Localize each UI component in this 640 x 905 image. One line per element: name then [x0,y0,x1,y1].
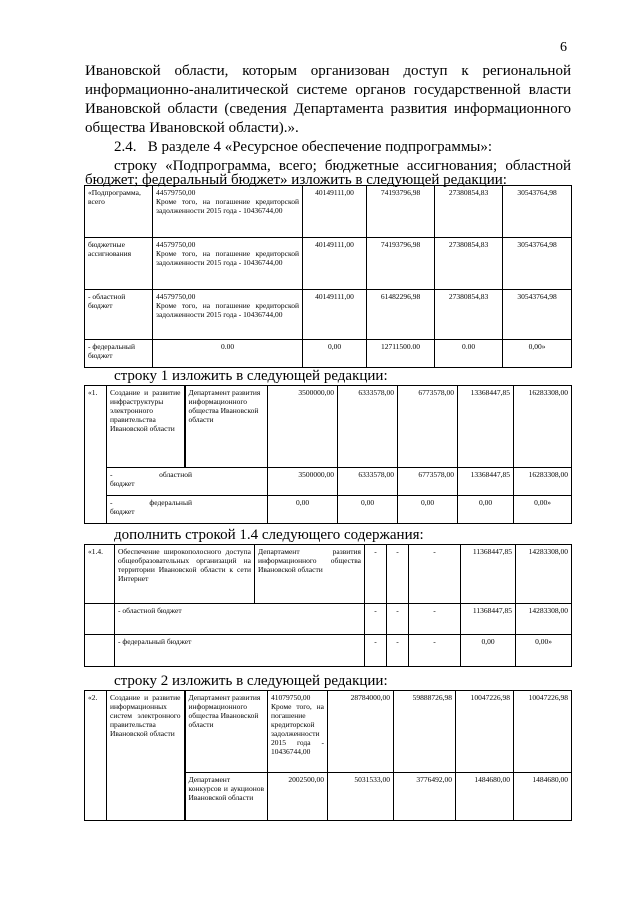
value-cell: 0,00 [458,496,514,524]
value-cell: 28784000,00 [328,691,394,773]
measure-name: Создание и развитие информационных систем электронного правительства Ивановской области [107,691,185,821]
empty-cell [85,604,115,635]
amount-cell: 44579750,00 Кроме того, на погашение кредиторской задолженности 2015 года - 10436744,00 [153,290,303,340]
value-cell: 0,00 [461,635,516,667]
value-cell: - [387,635,409,667]
value-cell: 30543764,98 [503,238,572,290]
row-label: - областной бюджет [107,468,268,496]
executor: Департамент конкурсов и аукционов Ивановской области [185,773,268,821]
value-cell: 30543764,98 [503,186,572,238]
row-number: «1.4. [85,545,115,604]
empty-cell [85,635,115,667]
value-cell: - [387,545,409,604]
executor: Департамент развития информационного общества Ивановской области [185,691,268,773]
value-cell: 59888726,98 [394,691,456,773]
value-cell: 12711500.00 [367,340,435,368]
table-row [85,386,572,468]
row-label: бюджетные ассигнования [85,238,153,290]
value-cell: 0,00 [338,496,398,524]
section-heading: строку 1 изложить в следующей редакции: [114,368,388,384]
value-cell: - [409,635,461,667]
table-row [85,604,572,635]
amount-cell: 44579750,00 Кроме того, на погашение кредиторской задолженности 2015 года - 10436744,00 [153,186,303,238]
value-cell: 74193796,98 [367,186,435,238]
value-cell: 27380854,83 [435,290,503,340]
value-cell: 6333578,00 [338,386,398,468]
value-cell: 0,00» [503,340,572,368]
value-cell: - [409,604,461,635]
value-cell: 13368447,85 [458,386,514,468]
row-label: - федеральный бюджет [115,635,365,667]
intro-line: Ивановской области (сведения Департамента развития информационного [85,101,571,117]
value-cell: 6333578,00 [338,468,398,496]
value-cell: 0,00 [268,496,338,524]
value-cell: 16283308,00 [514,386,572,468]
budget-table-3 [84,544,572,667]
value-cell: 27380854,83 [435,186,503,238]
value-cell: 5031533,00 [328,773,394,821]
value-cell: - [365,545,387,604]
measure-name: Создание и развитие инфраструктуры электронного правительства Ивановской области [107,386,185,468]
budget-table-1 [84,185,572,368]
intro-line: информационно-аналитической системе органов государственной власти [85,82,571,98]
row-number: «1. [85,386,107,524]
value-cell: - [387,604,409,635]
table-row [85,545,572,604]
value-cell: 10047226,98 [514,691,572,773]
amount-cell: 44579750,00 Кроме того, на погашение кредиторской задолженности 2015 года - 10436744,00 [153,238,303,290]
measure-name: Обеспечение широкополосного доступа общеобразовательных организаций на территории Ивановской области к сети Интернет [115,545,255,604]
value-cell: 0,00» [514,496,572,524]
value-cell: 3500000,00 [268,386,338,468]
row-label: - федеральный бюджет [85,340,153,368]
value-cell: - [365,604,387,635]
value-cell: 0.00 [435,340,503,368]
value-cell: 6773578,00 [398,468,458,496]
value-cell: 3776492,00 [394,773,456,821]
row-label: - областной бюджет [115,604,365,635]
value-cell: 13368447,85 [458,468,514,496]
value-cell: 0,00 [303,340,367,368]
value-cell: 74193796,98 [367,238,435,290]
value-cell: 0,00» [516,635,572,667]
row-label: «Подпрограмма, всего [85,186,153,238]
row-number: «2. [85,691,107,821]
value-cell: 0,00 [398,496,458,524]
table-row [85,186,572,238]
row-intro: бюджет; федеральный бюджет» изложить в следующей редакции: [85,172,507,188]
table-row [85,496,572,524]
value-cell: 40149111,00 [303,238,367,290]
table-row [85,290,572,340]
table-row [85,635,572,667]
value-cell: - [409,545,461,604]
intro-line: общества Ивановской области).». [85,120,299,136]
table-row [85,340,572,368]
value-cell: 16283308,00 [514,468,572,496]
table-row [85,468,572,496]
value-cell: 14283308,00 [516,545,572,604]
value-cell: - [365,635,387,667]
value-cell: 61482296,98 [367,290,435,340]
executor: Департамент развития информационного общества Ивановской области [185,386,268,468]
value-cell: 10047226,98 [456,691,514,773]
amount-cell: 0.00 [153,340,303,368]
value-cell: 11368447,85 [461,545,516,604]
budget-table-4 [84,690,572,821]
value-cell: 1484680,00 [514,773,572,821]
value-cell: 6773578,00 [398,386,458,468]
value-cell: 27380854,83 [435,238,503,290]
executor: Департамент развития информационного общества Ивановской области [255,545,365,604]
value-cell: 30543764,98 [503,290,572,340]
section-heading: строку 2 изложить в следующей редакции: [114,673,388,689]
value-cell: 40149111,00 [303,186,367,238]
amount-cell: 2002500,00 [268,773,328,821]
value-cell: 3500000,00 [268,468,338,496]
page-number: 6 [560,40,567,55]
intro-line: Ивановской области, которым организован доступ к региональной [85,63,571,79]
budget-table-2 [84,385,572,524]
value-cell: 40149111,00 [303,290,367,340]
table-row [85,238,572,290]
value-cell: 11368447,85 [461,604,516,635]
section-heading: дополнить строкой 1.4 следующего содержания: [114,527,424,543]
row-label: - областной бюджет [85,290,153,340]
row-intro: строку «Подпрограмма, всего; бюджетные ассигнования; областной [114,158,571,174]
table-row [85,691,572,773]
value-cell: 1484680,00 [456,773,514,821]
amount-cell: 41079750,00 Кроме того, на погашение кредиторской задолженности 2015 года - 10436744,00 [268,691,328,773]
value-cell: 14283308,00 [516,604,572,635]
section-item: 2.4. В разделе 4 «Ресурсное обеспечение подпрограммы»: [114,139,493,155]
row-label: - федеральный бюджет [107,496,268,524]
